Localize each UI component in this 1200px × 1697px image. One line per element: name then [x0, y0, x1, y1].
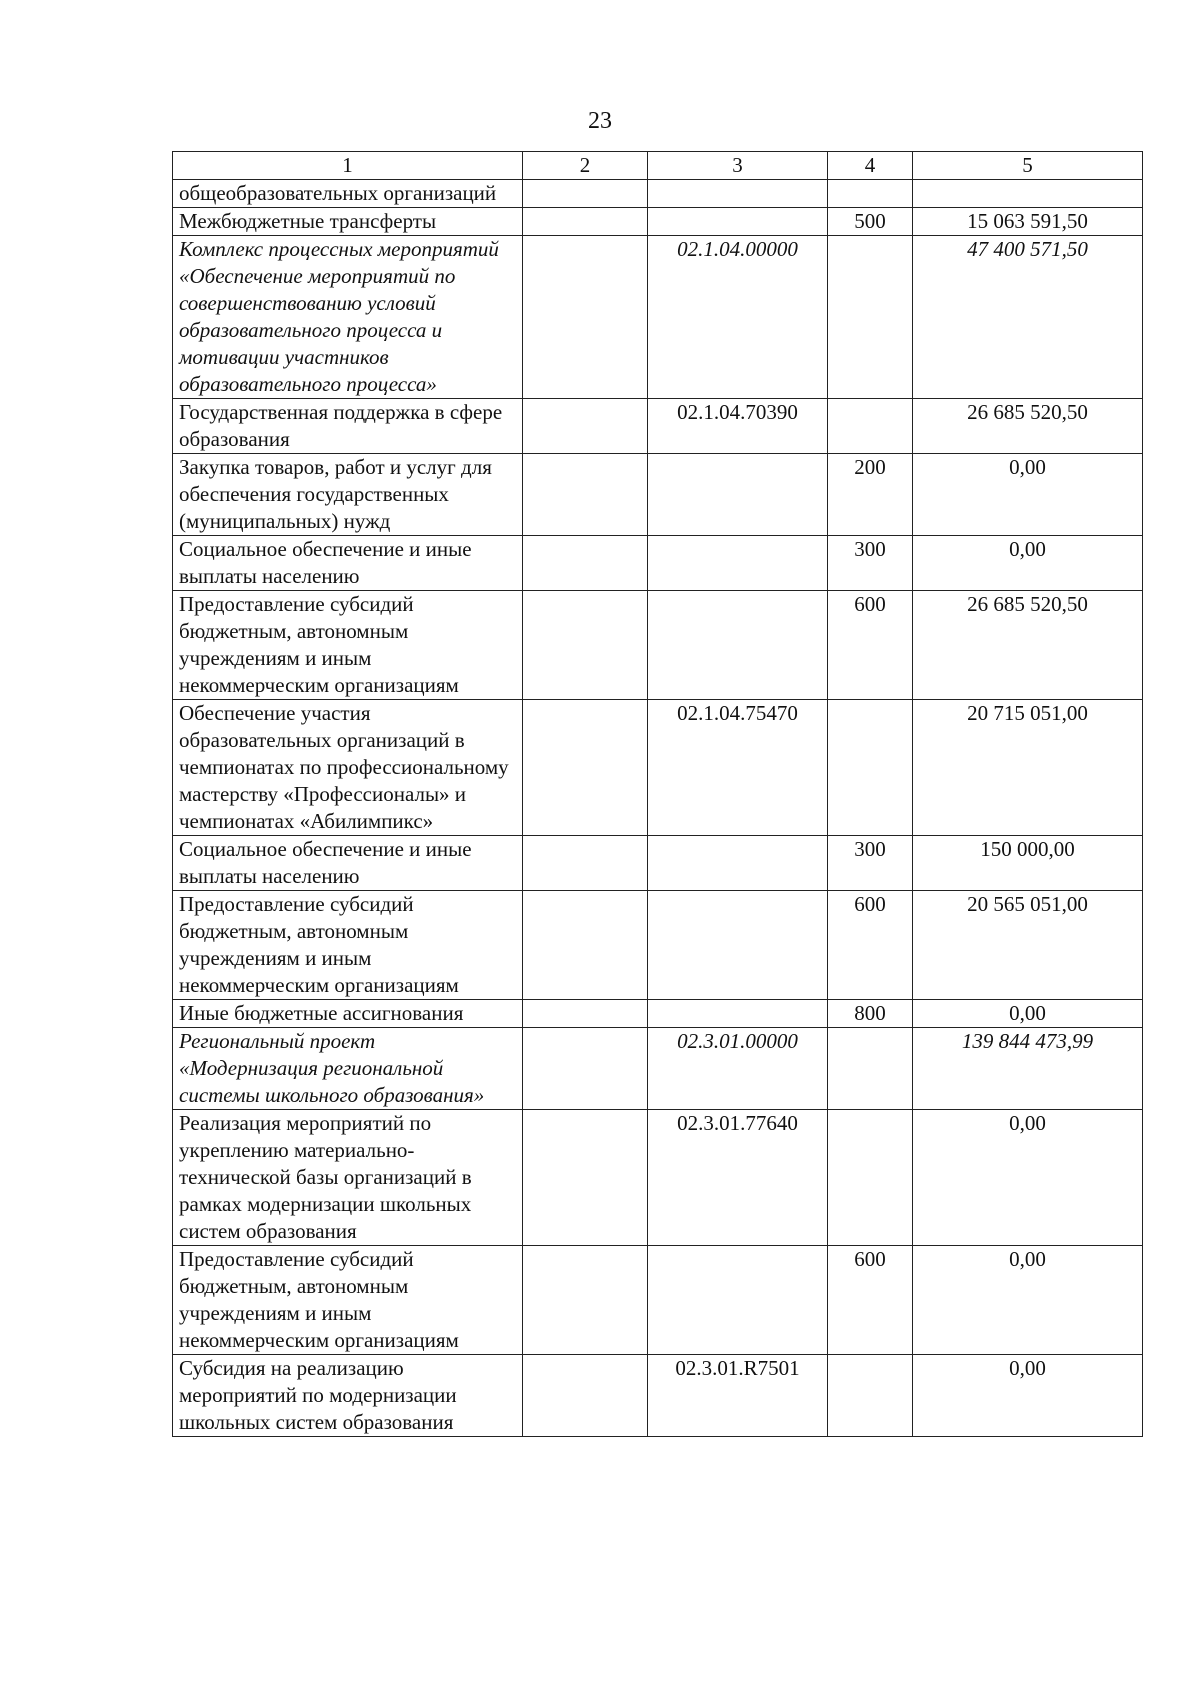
row-col2 [523, 1246, 648, 1355]
row-name: Комплекс процессных мероприятий «Обеспечение мероприятий по совершенствованию условий образовательного процесса и мотивации участников образовательного процесса» [173, 236, 523, 399]
row-col2 [523, 180, 648, 208]
row-col2 [523, 1355, 648, 1437]
table-row [173, 836, 1143, 891]
row-code: 02.3.01.R7501 [648, 1355, 828, 1437]
row-expense-type [828, 1355, 913, 1437]
row-col2 [523, 208, 648, 236]
row-code [648, 891, 828, 1000]
table-row [173, 180, 1143, 208]
row-amount [913, 180, 1143, 208]
row-amount: 0,00 [913, 1246, 1143, 1355]
row-name: Обеспечение участия образовательных организаций в чемпионатах по профессиональному мастерству «Профессионалы» и чемпионатах «Абилимпикс» [173, 700, 523, 836]
table-row [173, 1110, 1143, 1246]
row-name: Региональный проект «Модернизация региональной системы школьного образования» [173, 1028, 523, 1110]
row-expense-type [828, 180, 913, 208]
row-amount: 15 063 591,50 [913, 208, 1143, 236]
row-col2 [523, 1000, 648, 1028]
row-amount: 0,00 [913, 536, 1143, 591]
row-name: Межбюджетные трансферты [173, 208, 523, 236]
row-name: Закупка товаров, работ и услуг для обеспечения государственных (муниципальных) нужд [173, 454, 523, 536]
row-amount: 0,00 [913, 1355, 1143, 1437]
row-expense-type: 800 [828, 1000, 913, 1028]
column-header: 5 [913, 152, 1143, 180]
row-col2 [523, 591, 648, 700]
row-expense-type: 200 [828, 454, 913, 536]
row-col2 [523, 236, 648, 399]
row-col2 [523, 454, 648, 536]
row-code [648, 1000, 828, 1028]
row-code: 02.3.01.77640 [648, 1110, 828, 1246]
row-code [648, 1246, 828, 1355]
row-amount: 0,00 [913, 1000, 1143, 1028]
table-row [173, 1355, 1143, 1437]
row-expense-type: 300 [828, 536, 913, 591]
row-amount: 139 844 473,99 [913, 1028, 1143, 1110]
row-code [648, 454, 828, 536]
row-amount: 26 685 520,50 [913, 399, 1143, 454]
row-name: общеобразовательных организаций [173, 180, 523, 208]
table-row [173, 536, 1143, 591]
column-header: 3 [648, 152, 828, 180]
row-code [648, 208, 828, 236]
table-row [173, 1246, 1143, 1355]
row-code [648, 836, 828, 891]
row-col2 [523, 536, 648, 591]
row-name: Социальное обеспечение и иные выплаты населению [173, 836, 523, 891]
row-amount: 20 715 051,00 [913, 700, 1143, 836]
page-number: 23 [588, 108, 612, 134]
table-row [173, 399, 1143, 454]
column-header: 4 [828, 152, 913, 180]
row-expense-type [828, 1110, 913, 1246]
row-expense-type: 600 [828, 591, 913, 700]
row-name: Иные бюджетные ассигнования [173, 1000, 523, 1028]
column-header: 1 [173, 152, 523, 180]
table-row [173, 208, 1143, 236]
row-code: 02.1.04.70390 [648, 399, 828, 454]
row-expense-type [828, 700, 913, 836]
row-code: 02.3.01.00000 [648, 1028, 828, 1110]
row-col2 [523, 700, 648, 836]
row-expense-type [828, 1028, 913, 1110]
row-amount: 150 000,00 [913, 836, 1143, 891]
row-name: Предоставление субсидий бюджетным, автономным учреждениям и иным некоммерческим организациям [173, 591, 523, 700]
row-amount: 26 685 520,50 [913, 591, 1143, 700]
row-name: Предоставление субсидий бюджетным, автономным учреждениям и иным некоммерческим организациям [173, 891, 523, 1000]
row-name: Предоставление субсидий бюджетным, автономным учреждениям и иным некоммерческим организациям [173, 1246, 523, 1355]
row-name: Реализация мероприятий по укреплению материально-технической базы организаций в рамках модернизации школьных систем образования [173, 1110, 523, 1246]
table-row [173, 700, 1143, 836]
row-col2 [523, 891, 648, 1000]
row-code [648, 591, 828, 700]
row-name: Государственная поддержка в сфере образования [173, 399, 523, 454]
row-expense-type: 600 [828, 1246, 913, 1355]
row-expense-type [828, 236, 913, 399]
table-row [173, 1000, 1143, 1028]
table-header-row [173, 152, 1143, 180]
row-col2 [523, 836, 648, 891]
table-row [173, 454, 1143, 536]
row-expense-type [828, 399, 913, 454]
row-amount: 47 400 571,50 [913, 236, 1143, 399]
row-name: Субсидия на реализацию мероприятий по модернизации школьных систем образования [173, 1355, 523, 1437]
row-code: 02.1.04.00000 [648, 236, 828, 399]
row-col2 [523, 1028, 648, 1110]
row-amount: 0,00 [913, 1110, 1143, 1246]
column-header: 2 [523, 152, 648, 180]
budget-table [172, 151, 1143, 1437]
row-col2 [523, 1110, 648, 1246]
table-row [173, 891, 1143, 1000]
row-amount: 20 565 051,00 [913, 891, 1143, 1000]
row-name: Социальное обеспечение и иные выплаты населению [173, 536, 523, 591]
table-row [173, 236, 1143, 399]
row-code [648, 536, 828, 591]
row-amount: 0,00 [913, 454, 1143, 536]
row-expense-type: 500 [828, 208, 913, 236]
row-code: 02.1.04.75470 [648, 700, 828, 836]
row-expense-type: 300 [828, 836, 913, 891]
row-code [648, 180, 828, 208]
table-row [173, 1028, 1143, 1110]
row-expense-type: 600 [828, 891, 913, 1000]
table-row [173, 591, 1143, 700]
row-col2 [523, 399, 648, 454]
